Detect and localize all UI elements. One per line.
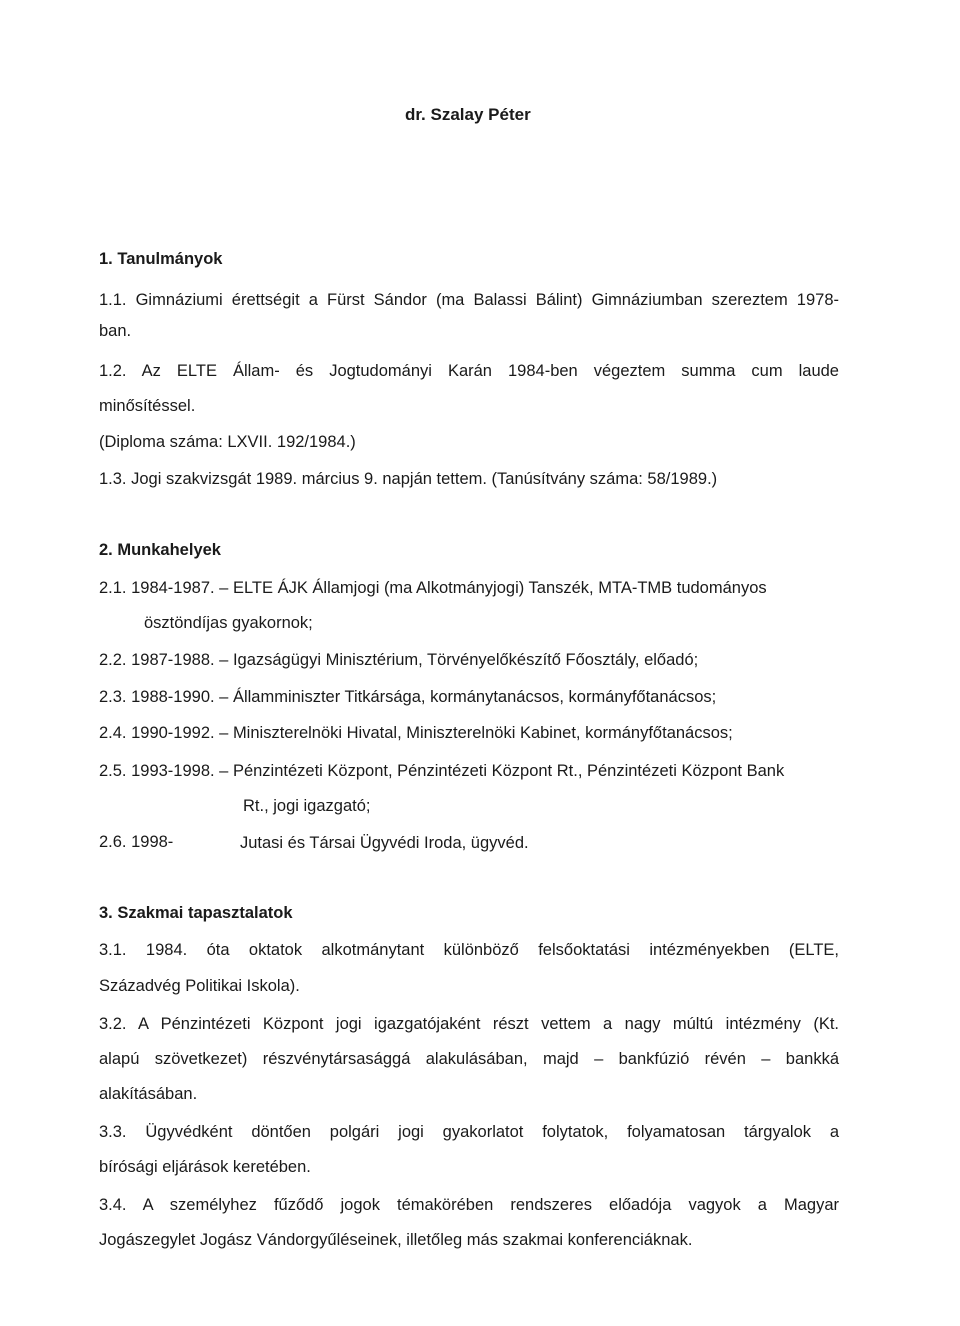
- item-1-1-line-2: ban.: [99, 322, 132, 340]
- section-heading-experience: 3. Szakmai tapasztalatok: [99, 904, 293, 922]
- item-3-4-line-1: 3.4. A személyhez fűződő jogok témakörében rendszeres előadója vagyok a Magyar: [99, 1196, 839, 1214]
- item-2-6-number: 2.6. 1998-: [99, 833, 174, 851]
- item-2-5-line-1: 2.5. 1993-1998. – Pénzintézeti Központ, Pénzintézeti Központ Rt., Pénzintézeti Központ Bank: [99, 762, 785, 780]
- item-2-4: 2.4. 1990-1992. – Miniszterelnöki Hivatal, Miniszterelnöki Kabinet, kormányfőtanácsos;: [99, 724, 733, 742]
- item-1-2-line-2: minősítéssel.: [99, 397, 196, 415]
- item-2-1-line-1: 2.1. 1984-1987. – ELTE ÁJK Államjogi (ma Alkotmányjogi) Tanszék, MTA-TMB tudományos: [99, 579, 767, 597]
- item-1-2-line-3: (Diploma száma: LXVII. 192/1984.): [99, 433, 356, 451]
- section-heading-studies: 1. Tanulmányok: [99, 250, 223, 268]
- item-3-3-line-2: bírósági eljárások keretében.: [99, 1158, 311, 1176]
- item-2-6-text: Jutasi és Társai Ügyvédi Iroda, ügyvéd.: [240, 834, 529, 852]
- document-title: dr. Szalay Péter: [405, 105, 531, 124]
- item-3-2-line-1: 3.2. A Pénzintézeti Központ jogi igazgatójaként részt vettem a nagy múltú intézmény (Kt.: [99, 1015, 839, 1033]
- item-2-3: 2.3. 1988-1990. – Államminiszter Titkársága, kormánytanácsos, kormányfőtanácsos;: [99, 688, 717, 706]
- item-1-1-line-1: 1.1. Gimnáziumi érettségit a Fürst Sándor (ma Balassi Bálint) Gimnáziumban szereztem 1978-: [99, 291, 839, 309]
- item-2-5-line-2: Rt., jogi igazgató;: [243, 797, 371, 815]
- item-3-4-line-2: Jogászegylet Jogász Vándorgyűléseinek, illetőleg más szakmai konferenciáknak.: [99, 1231, 693, 1249]
- item-1-3: 1.3. Jogi szakvizsgát 1989. március 9. napján tettem. (Tanúsítvány száma: 58/1989.): [99, 470, 718, 488]
- item-3-2-line-3: alakításában.: [99, 1085, 198, 1103]
- item-1-2-line-1: 1.2. Az ELTE Állam- és Jogtudományi Karán 1984-ben végeztem summa cum laude: [99, 362, 839, 380]
- item-3-1-line-1: 3.1. 1984. óta oktatok alkotmánytant különböző felsőoktatási intézményekben (ELTE,: [99, 941, 839, 959]
- section-heading-workplaces: 2. Munkahelyek: [99, 541, 221, 559]
- item-2-1-line-2: ösztöndíjas gyakornok;: [144, 614, 313, 632]
- item-3-1-line-2: Századvég Politikai Iskola).: [99, 977, 300, 995]
- item-2-2: 2.2. 1987-1988. – Igazságügyi Minisztérium, Törvényelőkészítő Főosztály, előadó;: [99, 651, 699, 669]
- item-3-3-line-1: 3.3. Ügyvédként döntően polgári jogi gyakorlatot folytatok, folyamatosan tárgyalok a: [99, 1123, 839, 1141]
- item-3-2-line-2: alapú szövetkezet) részvénytársasággá alakulásában, majd – bankfúzió révén – bankká: [99, 1050, 839, 1068]
